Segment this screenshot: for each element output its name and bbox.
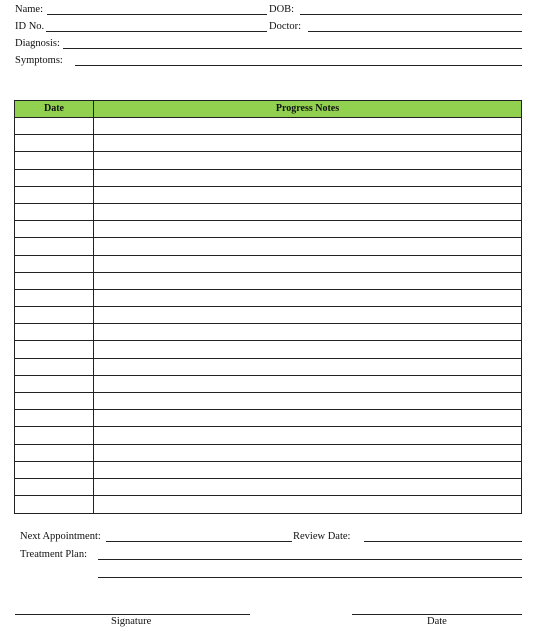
progress-notes-cell[interactable] [94, 170, 521, 186]
progress-notes-cell[interactable] [94, 427, 521, 443]
progress-notes-cell[interactable] [94, 221, 521, 237]
table-row [15, 118, 521, 135]
table-body [15, 118, 521, 513]
date-cell[interactable] [15, 410, 94, 426]
table-row [15, 238, 521, 255]
symptoms-field[interactable] [75, 65, 522, 66]
next-appointment-field[interactable] [106, 541, 292, 542]
treatment-plan-field-line-2[interactable] [98, 577, 522, 578]
table-row [15, 256, 521, 273]
id-no-label: ID No. [15, 21, 45, 32]
date-cell[interactable] [15, 445, 94, 461]
table-row [15, 135, 521, 152]
progress-notes-column-header: Progress Notes [275, 103, 340, 114]
dob-label: DOB: [269, 4, 295, 15]
progress-notes-cell[interactable] [94, 410, 521, 426]
treatment-plan-field-line-1[interactable] [98, 559, 522, 560]
table-row [15, 221, 521, 238]
table-row [15, 445, 521, 462]
dob-field[interactable] [300, 14, 522, 15]
table-row [15, 290, 521, 307]
signature-label: Signature [111, 616, 152, 627]
symptoms-label: Symptoms: [15, 55, 63, 66]
progress-notes-cell[interactable] [94, 273, 521, 289]
diagnosis-label: Diagnosis: [15, 38, 60, 49]
table-row [15, 187, 521, 204]
progress-notes-cell[interactable] [94, 341, 521, 357]
next-appointment-label: Next Appointment: [20, 531, 101, 542]
table-row [15, 341, 521, 358]
diagnosis-field[interactable] [63, 48, 522, 49]
date-cell[interactable] [15, 221, 94, 237]
date-cell[interactable] [15, 427, 94, 443]
table-row [15, 359, 521, 376]
date-cell[interactable] [15, 238, 94, 254]
table-row [15, 496, 521, 513]
doctor-field[interactable] [308, 31, 522, 32]
table-row [15, 204, 521, 221]
date-cell[interactable] [15, 393, 94, 409]
date-cell[interactable] [15, 204, 94, 220]
signature-line[interactable] [15, 614, 250, 615]
table-row [15, 479, 521, 496]
date-cell[interactable] [15, 135, 94, 151]
progress-notes-cell[interactable] [94, 479, 521, 495]
date-cell[interactable] [15, 341, 94, 357]
progress-notes-cell[interactable] [94, 152, 521, 168]
treatment-plan-label: Treatment Plan: [20, 549, 87, 560]
date-column-header: Date [15, 101, 94, 117]
table-row [15, 410, 521, 427]
id-no-field[interactable] [46, 31, 267, 32]
table-row [15, 324, 521, 341]
review-date-field[interactable] [364, 541, 522, 542]
date-cell[interactable] [15, 290, 94, 306]
table-row [15, 170, 521, 187]
progress-notes-cell[interactable] [94, 376, 521, 392]
date-cell[interactable] [15, 256, 94, 272]
table-row [15, 462, 521, 479]
date-cell[interactable] [15, 359, 94, 375]
progress-notes-cell[interactable] [94, 359, 521, 375]
table-header [15, 101, 521, 118]
progress-notes-cell[interactable] [94, 290, 521, 306]
review-date-label: Review Date: [293, 531, 351, 542]
date-signature-label: Date [427, 616, 447, 627]
progress-notes-cell[interactable] [94, 324, 521, 340]
date-cell[interactable] [15, 376, 94, 392]
progress-notes-cell[interactable] [94, 256, 521, 272]
name-label: Name: [15, 4, 43, 15]
doctor-label: Doctor: [269, 21, 302, 32]
table-row [15, 427, 521, 444]
name-field[interactable] [47, 14, 267, 15]
progress-notes-cell[interactable] [94, 462, 521, 478]
progress-notes-cell[interactable] [94, 118, 521, 134]
date-signature-line[interactable] [352, 614, 522, 615]
table-row [15, 376, 521, 393]
date-cell[interactable] [15, 324, 94, 340]
date-cell[interactable] [15, 273, 94, 289]
progress-notes-cell[interactable] [94, 135, 521, 151]
progress-notes-cell[interactable] [94, 307, 521, 323]
table-row [15, 152, 521, 169]
progress-notes-cell[interactable] [94, 204, 521, 220]
date-cell[interactable] [15, 170, 94, 186]
table-row [15, 273, 521, 290]
date-cell[interactable] [15, 496, 94, 513]
progress-notes-cell[interactable] [94, 496, 521, 513]
table-row [15, 307, 521, 324]
progress-notes-cell[interactable] [94, 187, 521, 203]
date-cell[interactable] [15, 479, 94, 495]
progress-notes-cell[interactable] [94, 445, 521, 461]
progress-notes-cell[interactable] [94, 238, 521, 254]
date-cell[interactable] [15, 187, 94, 203]
date-cell[interactable] [15, 462, 94, 478]
date-cell[interactable] [15, 152, 94, 168]
date-cell[interactable] [15, 307, 94, 323]
progress-notes-table [14, 100, 522, 514]
table-row [15, 393, 521, 410]
progress-notes-cell[interactable] [94, 393, 521, 409]
date-cell[interactable] [15, 118, 94, 134]
